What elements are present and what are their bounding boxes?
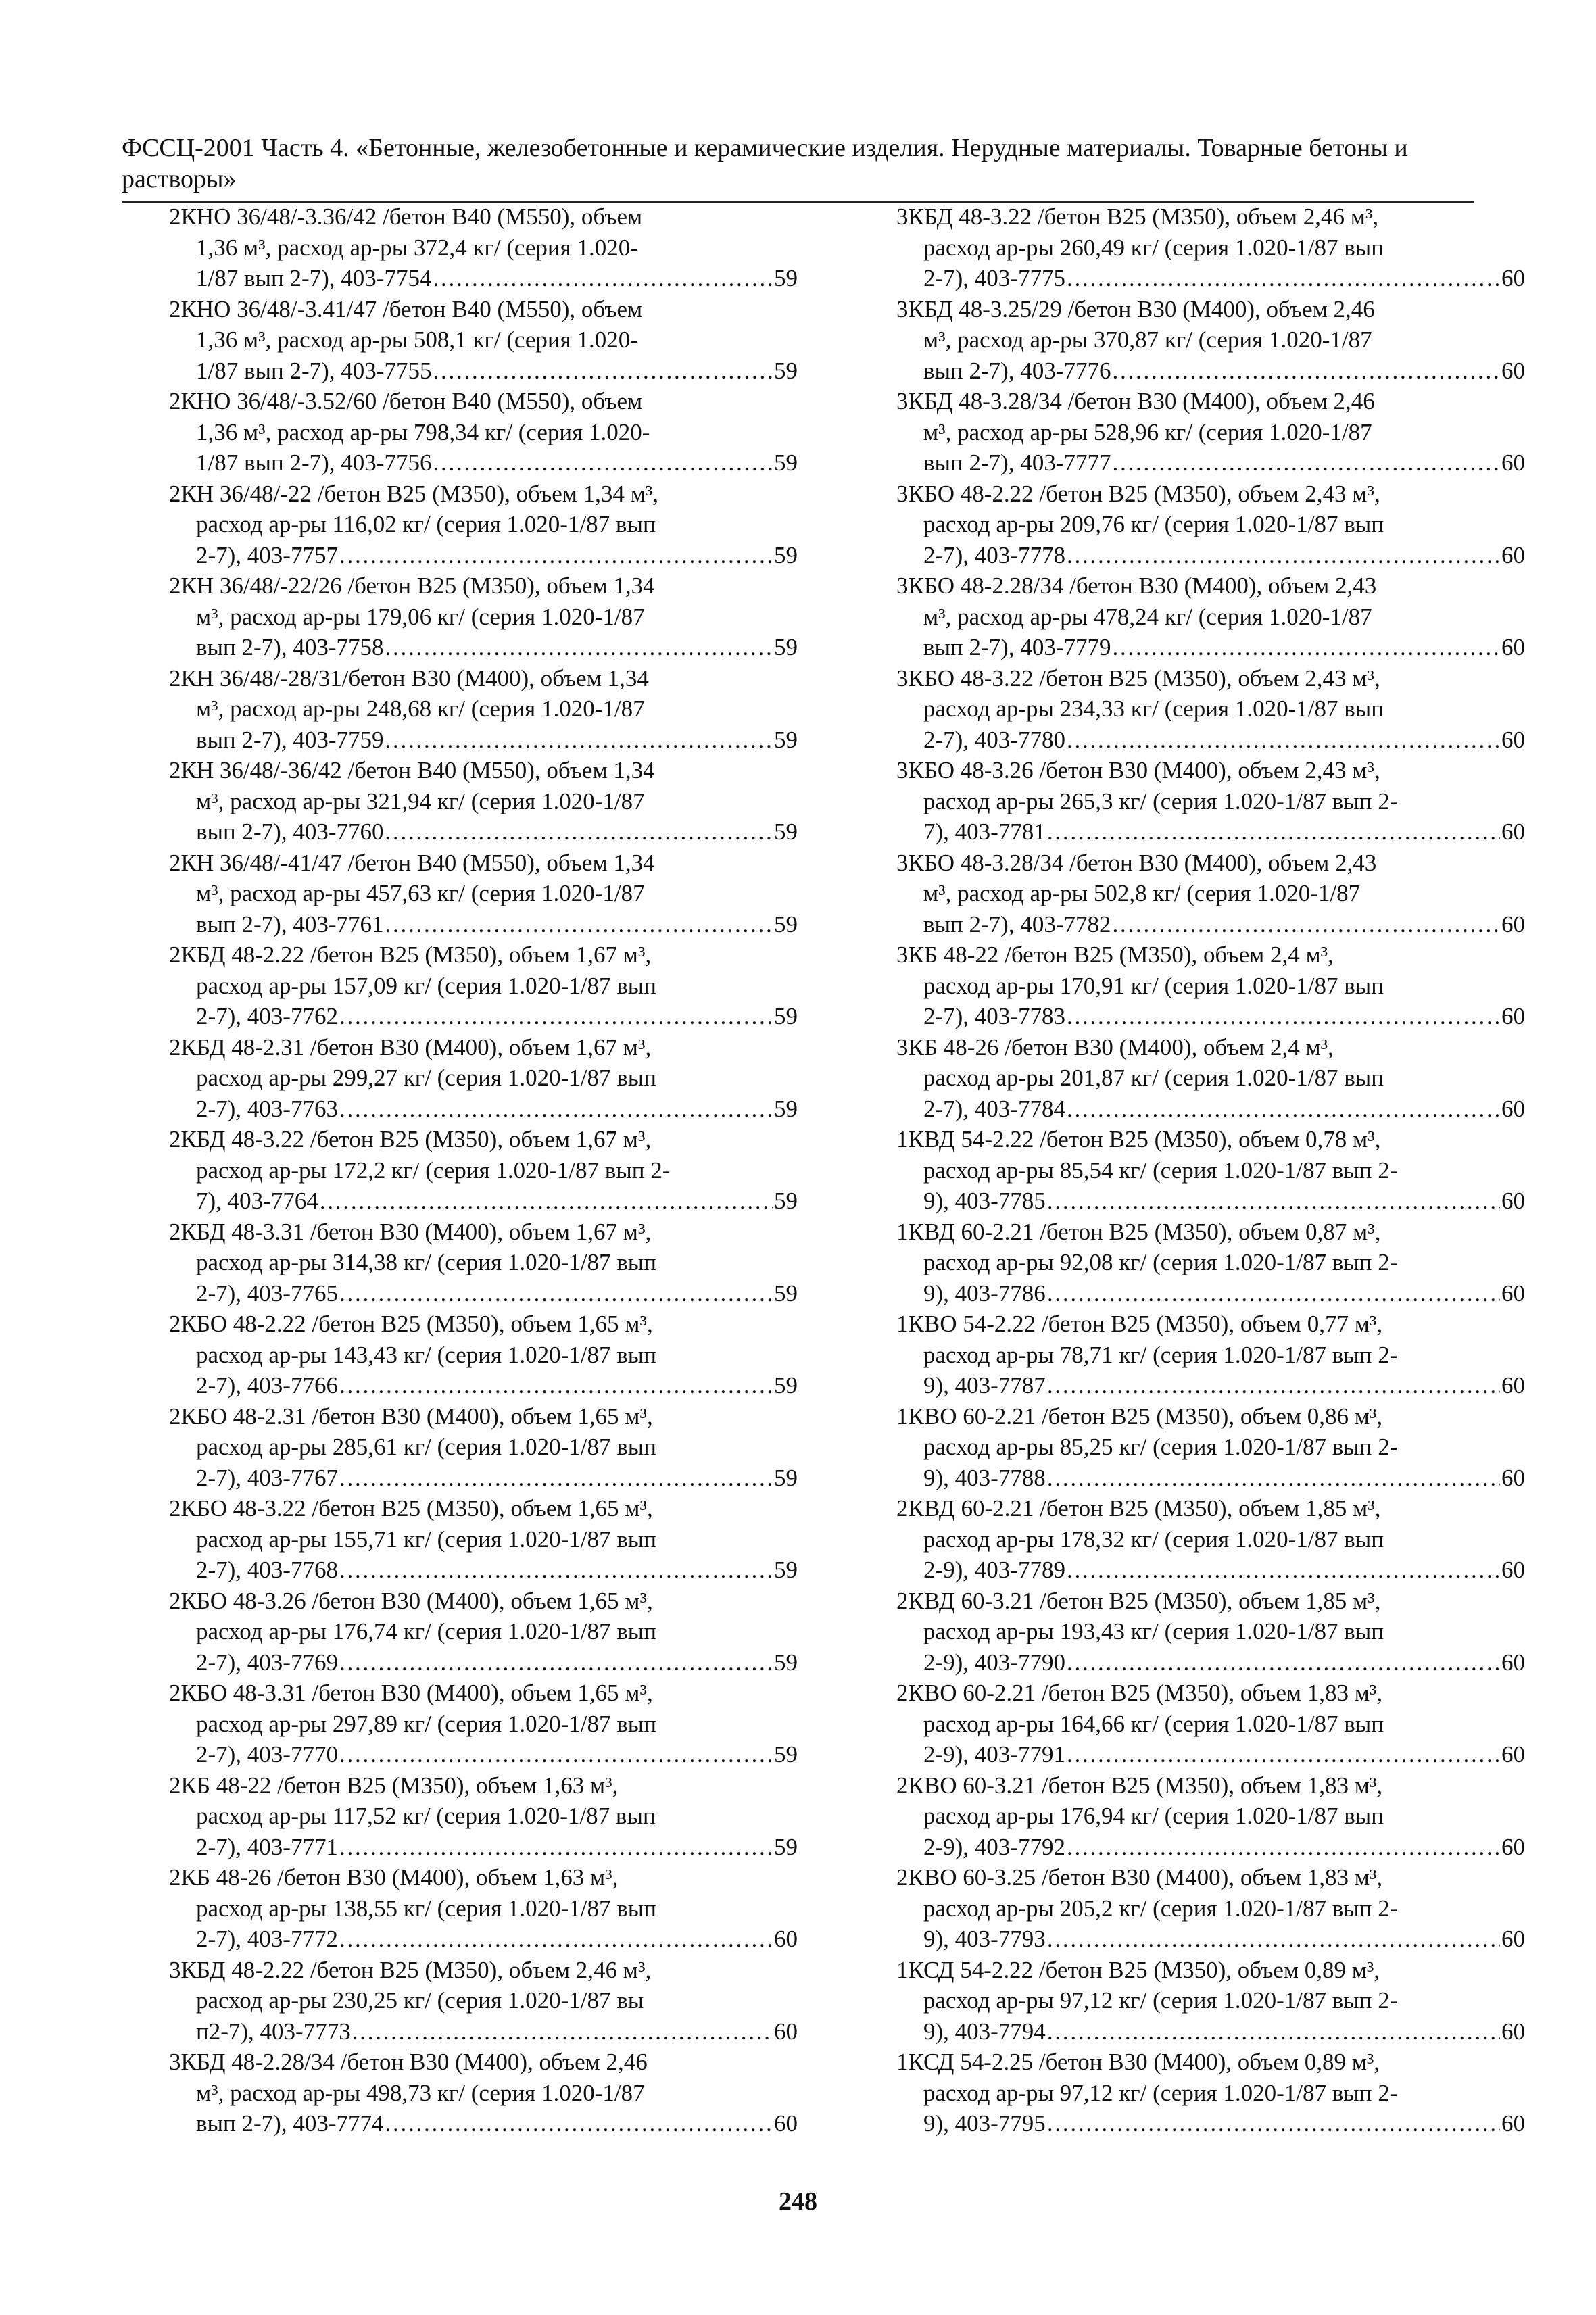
entry-page-ref: 60 [1501,1280,1525,1307]
entry-details: расход ар-ры 201,87 кг/ (серия 1.020-1/87 вып [923,1065,1384,1091]
entry-heading: 1КВД 54-2.22 /бетон В25 (М350), объем 0,78 м³, [896,1126,1381,1152]
dot-leader [1047,2016,1500,2047]
dot-leader [1047,817,1500,848]
entry-page-ref: 59 [774,1557,798,1583]
entry-reference: вып 2-7), 403-7779 [923,634,1111,660]
catalog-entry [896,848,1525,940]
catalog-entry [169,294,798,387]
catalog-entry [169,2047,798,2139]
entry-page-ref: 60 [1501,265,1525,291]
entry-details: 1,36 м³, расход ар-ры 798,34 кг/ (серия 1.020- [196,418,650,445]
entry-heading: 3КБ 48-26 /бетон В30 (М400), объем 2,4 м³, [896,1033,1334,1061]
entry-page-ref: 60 [1501,726,1525,753]
entry-reference-line [169,447,798,479]
entry-reference-line [169,1739,798,1770]
dot-leader [385,725,773,756]
entry-page-ref: 59 [774,1649,798,1676]
entry-reference: 9), 403-7788 [923,1464,1046,1491]
entry-reference-line [896,356,1525,387]
entry-heading: 2КВД 60-2.21 /бетон В25 (М350), объем 1,85 м³, [896,1495,1381,1521]
catalog-entry [896,479,1525,571]
entry-reference-line [896,447,1525,479]
entry-reference: 2-7), 403-7775 [923,265,1065,291]
entry-reference: 2-7), 403-7768 [196,1557,338,1583]
entry-reference: 9), 403-7785 [923,1188,1046,1214]
entry-heading: 2КБД 48-2.31 /бетон В30 (М400), объем 1,67 м³, [169,1033,652,1061]
catalog-entry [896,1401,1525,1494]
entry-heading: 3КБО 48-3.22 /бетон В25 (М350), объем 2,43 м³, [896,664,1380,691]
entry-details: расход ар-ры 205,2 кг/ (серия 1.020-1/87 вып 2- [923,1895,1398,1922]
entry-reference: 9), 403-7787 [923,1372,1046,1398]
entry-reference: 2-7), 403-7771 [196,1833,338,1860]
entry-reference-line [896,1739,1525,1770]
dot-leader [1047,1186,1500,1217]
entry-reference-line [896,263,1525,294]
entry-heading: 3КБД 48-3.25/29 /бетон В30 (М400), объем 2,46 [896,295,1375,322]
entry-heading: 2КН 36/48/-22 /бетон В25 (М350), объем 1,34 м³, [169,480,659,507]
entry-heading: 3КБД 48-2.22 /бетон В25 (М350), объем 2,46 м³, [169,1956,652,1983]
entry-reference-line [169,725,798,756]
entry-details: м³, расход ар-ры 457,63 кг/ (серия 1.020-1/87 [196,880,645,906]
entry-heading: 2КН 36/48/-22/26 /бетон В25 (М350), объем 1,34 [169,572,655,599]
dot-leader [339,1001,773,1032]
catalog-entry [169,1217,798,1309]
entry-details: расход ар-ры 176,94 кг/ (серия 1.020-1/87 вып [923,1803,1384,1829]
catalog-entry [169,1770,798,1863]
entry-page-ref: 60 [774,2110,798,2137]
entry-reference: 9), 403-7794 [923,2018,1046,2045]
dot-leader [1067,540,1500,571]
dot-leader [1047,1370,1500,1401]
entry-reference-line [896,725,1525,756]
entry-page-ref: 59 [774,910,798,937]
entry-details: м³, расход ар-ры 478,24 кг/ (серия 1.020-1/87 [923,603,1372,630]
entry-page-ref: 60 [1501,1003,1525,1029]
entry-reference: 1/87 вып 2-7), 403-7754 [196,265,432,291]
entry-reference-line [896,2108,1525,2139]
catalog-entry [896,1032,1525,1125]
dot-leader [1067,1739,1500,1770]
entry-reference-line [896,1186,1525,1217]
dot-leader [339,1555,773,1586]
catalog-entry [169,848,798,940]
entry-page-ref: 59 [774,265,798,291]
entry-heading: 3КБД 48-3.28/34 /бетон В30 (М400), объем 2,46 [896,388,1375,414]
entry-reference: вып 2-7), 403-7776 [923,357,1111,384]
entry-page-ref: 59 [774,1372,798,1398]
dot-leader [385,2108,773,2139]
dot-leader [1113,447,1501,479]
entry-details: расход ар-ры 85,54 кг/ (серия 1.020-1/87 вып 2- [923,1156,1398,1184]
catalog-entry [896,1493,1525,1586]
entry-reference: 2-7), 403-7766 [196,1372,338,1398]
dot-leader [339,1094,773,1125]
entry-reference-line [896,909,1525,940]
entry-details: 1,36 м³, расход ар-ры 372,4 кг/ (серия 1.020- [196,234,638,261]
catalog-entry [169,1678,798,1770]
entry-heading: 2КБО 48-3.31 /бетон В30 (М400), объем 1,65 м³, [169,1680,653,1706]
entry-page-ref: 59 [774,726,798,753]
dot-leader [1067,1094,1500,1125]
entry-details: расход ар-ры 297,89 кг/ (серия 1.020-1/87 вып [196,1710,656,1737]
entry-heading: 3КБД 48-3.22 /бетон В25 (М350), объем 2,46 м³, [896,203,1379,230]
entry-details: м³, расход ар-ры 502,8 кг/ (серия 1.020-1/87 [923,880,1361,906]
catalog-entry [169,940,798,1032]
dot-leader [1067,1555,1500,1586]
entry-reference-line [169,2108,798,2139]
entry-reference: 2-7), 403-7757 [196,541,338,568]
entry-heading: 2КВО 60-3.25 /бетон В30 (М400), объем 1,83 м³, [896,1864,1383,1891]
entry-details: расход ар-ры 193,43 кг/ (серия 1.020-1/87 вып [923,1618,1384,1644]
dot-leader [433,263,773,294]
entry-reference-line [896,632,1525,663]
entry-reference-line [169,817,798,848]
entry-reference: 2-7), 403-7765 [196,1280,338,1307]
entry-details: м³, расход ар-ры 498,73 кг/ (серия 1.020-1/87 [196,2079,645,2106]
entry-details: расход ар-ры 314,38 кг/ (серия 1.020-1/87 вып [196,1249,656,1275]
catalog-entry [896,2047,1525,2139]
entry-reference: 7), 403-7764 [196,1188,318,1214]
entry-reference-line [169,1278,798,1309]
catalog-entry [896,294,1525,387]
catalog-entry [896,1586,1525,1678]
catalog-entry [896,201,1525,294]
entry-page-ref: 60 [774,2018,798,2045]
entry-reference: вып 2-7), 403-7759 [196,726,384,753]
dot-leader [339,1463,773,1494]
catalog-entry [169,1493,798,1586]
catalog-entry [896,663,1525,756]
entry-heading: 3КБ 48-22 /бетон В25 (М350), объем 2,4 м³, [896,942,1334,968]
entry-page-ref: 60 [1501,1095,1525,1122]
entry-reference: 1/87 вып 2-7), 403-7756 [196,449,432,476]
left-column [169,201,798,2139]
entry-details: расход ар-ры 209,76 кг/ (серия 1.020-1/87 вып [923,511,1384,537]
entry-heading: 1КСД 54-2.22 /бетон В25 (М350), объем 0,89 м³, [896,1956,1380,1983]
entry-reference: 2-7), 403-7783 [923,1003,1065,1029]
entry-reference: 9), 403-7786 [923,1280,1046,1307]
entry-reference: вып 2-7), 403-7758 [196,634,384,660]
dot-leader [1047,1463,1500,1494]
entry-page-ref: 60 [1501,2110,1525,2137]
entry-page-ref: 59 [774,357,798,384]
entry-details: м³, расход ар-ры 528,96 кг/ (серия 1.020-1/87 [923,418,1372,445]
entry-page-ref: 59 [774,1003,798,1029]
entry-reference-line [896,1001,1525,1032]
entry-reference-line [169,2016,798,2047]
entry-reference: вып 2-7), 403-7777 [923,449,1111,476]
entry-heading: 2КБ 48-26 /бетон В30 (М400), объем 1,63 м³, [169,1864,619,1891]
entry-details: расход ар-ры 230,25 кг/ (серия 1.020-1/87 вы [196,1987,644,2014]
entry-details: расход ар-ры 260,49 кг/ (серия 1.020-1/87 вып [923,234,1384,261]
entry-details: м³, расход ар-ры 321,94 кг/ (серия 1.020-1/87 [196,787,645,814]
dot-leader [385,817,773,848]
catalog-entry [169,1862,798,1955]
dot-leader [1047,1278,1500,1309]
entry-reference: 2-9), 403-7792 [923,1833,1065,1860]
entry-details: расход ар-ры 178,32 кг/ (серия 1.020-1/87 вып [923,1526,1384,1553]
entry-reference: 2-7), 403-7763 [196,1095,338,1122]
catalog-entry [169,479,798,571]
dot-leader [1047,2108,1500,2139]
entry-page-ref: 60 [1501,1926,1525,1952]
entry-reference: 2-9), 403-7791 [923,1741,1065,1768]
page-number: 248 [779,2187,817,2216]
entry-reference-line [896,1647,1525,1678]
entry-reference-line [169,1001,798,1032]
entry-reference-line [169,1186,798,1217]
entry-reference-line [169,1832,798,1863]
dot-leader [339,1924,773,1955]
entry-heading: 2КН 36/48/-41/47 /бетон В40 (М550), объем 1,34 [169,849,655,876]
entry-page-ref: 59 [774,1188,798,1214]
entry-details: 1,36 м³, расход ар-ры 508,1 кг/ (серия 1.020- [196,326,638,353]
catalog-entry [169,1309,798,1401]
entry-reference-line [896,1832,1525,1863]
entry-details: расход ар-ры 138,55 кг/ (серия 1.020-1/87 вып [196,1895,656,1922]
dot-leader [339,1370,773,1401]
dot-leader [1067,1647,1500,1678]
entry-reference-line [169,632,798,663]
catalog-entry [169,201,798,294]
entry-reference-line [169,263,798,294]
entry-details: расход ар-ры 117,52 кг/ (серия 1.020-1/87 вып [196,1803,656,1829]
entry-heading: 2КНО 36/48/-3.52/60 /бетон В40 (М550), объем [169,388,643,414]
catalog-entry [169,755,798,848]
entry-reference: вып 2-7), 403-7774 [196,2110,384,2137]
entry-page-ref: 59 [774,634,798,660]
catalog-entry [169,1032,798,1125]
dot-leader [385,909,773,940]
entry-page-ref: 59 [774,1464,798,1491]
entry-page-ref: 60 [1501,1188,1525,1214]
entry-heading: 2КБО 48-3.22 /бетон В25 (М350), объем 1,65 м³, [169,1495,653,1521]
entry-reference-line [169,1924,798,1955]
dot-leader [352,2016,773,2047]
entry-page-ref: 60 [1501,1741,1525,1768]
entry-reference: 1/87 вып 2-7), 403-7755 [196,357,432,384]
entry-heading: 1КВО 60-2.21 /бетон В25 (М350), объем 0,86 м³, [896,1403,1383,1430]
entry-heading: 3КБО 48-3.28/34 /бетон В30 (М400), объем 2,43 [896,849,1377,876]
entry-reference-line [896,540,1525,571]
entry-page-ref: 59 [774,1095,798,1122]
entry-reference: 2-7), 403-7770 [196,1741,338,1768]
dot-leader [1067,1001,1500,1032]
entry-reference-line [896,2016,1525,2047]
dot-leader [1113,356,1501,387]
entry-heading: 2КБО 48-2.31 /бетон В30 (М400), объем 1,65 м³, [169,1403,653,1430]
entry-details: расход ар-ры 234,33 кг/ (серия 1.020-1/87 вып [923,696,1384,722]
entry-heading: 2КБД 48-2.22 /бетон В25 (М350), объем 1,67 м³, [169,942,652,968]
entry-reference: вып 2-7), 403-7761 [196,910,384,937]
entry-details: расход ар-ры 143,43 кг/ (серия 1.020-1/87 вып [196,1341,656,1368]
dot-leader [1067,1832,1500,1863]
entry-heading: 3КБО 48-2.22 /бетон В25 (М350), объем 2,43 м³, [896,480,1380,507]
entry-details: расход ар-ры 116,02 кг/ (серия 1.020-1/87 вып [196,511,656,537]
entry-page-ref: 59 [774,449,798,476]
dot-leader [1047,1924,1500,1955]
entry-page-ref: 60 [1501,819,1525,845]
entry-reference: 2-7), 403-7772 [196,1926,338,1952]
entry-heading: 1КВО 54-2.22 /бетон В25 (М350), объем 0,77 м³, [896,1311,1383,1337]
entry-reference: 9), 403-7793 [923,1926,1046,1952]
entry-reference-line [896,817,1525,848]
dot-leader [339,1739,773,1770]
catalog-entry [896,940,1525,1032]
entry-reference-line [169,1463,798,1494]
entry-page-ref: 59 [774,1833,798,1860]
entry-reference-line [896,1924,1525,1955]
entry-details: расход ар-ры 299,27 кг/ (серия 1.020-1/87 вып [196,1065,656,1091]
catalog-entry [169,663,798,756]
entry-details: расход ар-ры 285,61 кг/ (серия 1.020-1/87 вып [196,1434,656,1460]
catalog-entry [896,1217,1525,1309]
entry-details: расход ар-ры 265,3 кг/ (серия 1.020-1/87 вып 2- [923,787,1398,814]
catalog-entry [169,1586,798,1678]
catalog-entry [169,1124,798,1217]
entry-heading: 2КН 36/48/-36/42 /бетон В40 (М550), объем 1,34 [169,757,655,783]
entry-reference-line [169,1647,798,1678]
entry-page-ref: 59 [774,1741,798,1768]
entry-heading: 2КНО 36/48/-3.36/42 /бетон В40 (М550), объем [169,203,643,230]
entry-heading: 2КБД 48-3.22 /бетон В25 (М350), объем 1,67 м³, [169,1126,652,1152]
catalog-entry [896,1770,1525,1863]
entry-details: м³, расход ар-ры 370,87 кг/ (серия 1.020-1/87 [923,326,1372,353]
entry-reference-line [169,909,798,940]
entry-heading: 2КБО 48-3.26 /бетон В30 (М400), объем 1,65 м³, [169,1587,653,1614]
dot-leader [1067,725,1500,756]
entry-reference: вып 2-7), 403-7760 [196,819,384,845]
dot-leader [1067,263,1500,294]
entry-details: расход ар-ры 97,12 кг/ (серия 1.020-1/87 вып 2- [923,2079,1398,2106]
entry-reference: 9), 403-7795 [923,2110,1046,2137]
catalog-entry [169,570,798,663]
entry-page-ref: 60 [1501,1649,1525,1676]
entry-reference-line [896,1370,1525,1401]
catalog-entry [896,1124,1525,1217]
dot-leader [433,447,773,479]
entry-heading: 2КБО 48-2.22 /бетон В25 (М350), объем 1,65 м³, [169,1311,653,1337]
right-column [896,201,1525,2139]
dot-leader [1113,909,1501,940]
entry-details: расход ар-ры 172,2 кг/ (серия 1.020-1/87 вып 2- [196,1156,671,1184]
entry-page-ref: 60 [1501,1833,1525,1860]
entry-heading: 2КН 36/48/-28/31/бетон В30 (М400), объем 1,34 [169,664,649,691]
catalog-entry [896,570,1525,663]
entry-reference-line [896,1094,1525,1125]
page-header: ФССЦ-2001 Часть 4. «Бетонные, железобетонные и керамические изделия. Нерудные материалы. Товарные бетоны и растворы» [122,134,1408,193]
catalog-entry [896,1678,1525,1770]
catalog-entry [896,1862,1525,1955]
dot-leader [320,1186,773,1217]
entry-reference: вып 2-7), 403-7782 [923,910,1111,937]
catalog-entry [169,1401,798,1494]
entry-reference: п2-7), 403-7773 [196,2018,351,2045]
entry-details: м³, расход ар-ры 179,06 кг/ (серия 1.020-1/87 [196,603,645,630]
entry-heading: 2КБ 48-22 /бетон В25 (М350), объем 1,63 м³, [169,1772,619,1799]
dot-leader [385,632,773,663]
entry-heading: 2КНО 36/48/-3.41/47 /бетон В40 (М550), объем [169,295,643,322]
dot-leader [339,540,773,571]
dot-leader [339,1647,773,1678]
entry-reference: 2-7), 403-7780 [923,726,1065,753]
entry-page-ref: 60 [1501,357,1525,384]
entry-heading: 3КБД 48-2.28/34 /бетон В30 (М400), объем 2,46 [169,2049,648,2075]
catalog-entry [169,1955,798,2047]
catalog-entry [896,1309,1525,1401]
entry-heading: 2КВО 60-3.21 /бетон В25 (М350), объем 1,83 м³, [896,1772,1383,1799]
entry-page-ref: 59 [774,819,798,845]
entry-heading: 1КВД 60-2.21 /бетон В25 (М350), объем 0,87 м³, [896,1218,1381,1245]
entry-details: расход ар-ры 97,12 кг/ (серия 1.020-1/87 вып 2- [923,1987,1398,2014]
catalog-entry [896,386,1525,479]
entry-details: расход ар-ры 78,71 кг/ (серия 1.020-1/87 вып 2- [923,1341,1398,1368]
entry-reference: 2-7), 403-7767 [196,1464,338,1491]
catalog-entry [896,1955,1525,2047]
catalog-entry [896,755,1525,848]
entry-reference: 2-7), 403-7762 [196,1003,338,1029]
entry-heading: 2КВО 60-2.21 /бетон В25 (М350), объем 1,83 м³, [896,1680,1383,1706]
entry-details: расход ар-ры 157,09 кг/ (серия 1.020-1/87 вып [196,972,656,999]
entry-details: расход ар-ры 85,25 кг/ (серия 1.020-1/87 вып 2- [923,1434,1398,1460]
entry-details: расход ар-ры 176,74 кг/ (серия 1.020-1/87 вып [196,1618,656,1644]
entry-heading: 1КСД 54-2.25 /бетон В30 (М400), объем 0,89 м³, [896,2049,1380,2075]
entry-details: расход ар-ры 92,08 кг/ (серия 1.020-1/87 вып 2- [923,1249,1398,1275]
entry-page-ref: 60 [1501,1464,1525,1491]
catalog-entry [169,386,798,479]
entry-page-ref: 59 [774,541,798,568]
entry-reference: 2-7), 403-7769 [196,1649,338,1676]
entry-details: м³, расход ар-ры 248,68 кг/ (серия 1.020-1/87 [196,696,645,722]
entry-reference-line [169,1555,798,1586]
entry-reference-line [169,540,798,571]
dot-leader [339,1832,773,1863]
entry-reference-line [169,1094,798,1125]
entry-reference: 7), 403-7781 [923,819,1046,845]
dot-leader [339,1278,773,1309]
entry-heading: 3КБО 48-2.28/34 /бетон В30 (М400), объем 2,43 [896,572,1377,599]
entry-page-ref: 60 [1501,1372,1525,1398]
entry-reference: 2-7), 403-7778 [923,541,1065,568]
entry-page-ref: 59 [774,1280,798,1307]
entry-heading: 2КБД 48-3.31 /бетон В30 (М400), объем 1,67 м³, [169,1218,652,1245]
entry-page-ref: 60 [774,1926,798,1952]
entry-details: расход ар-ры 164,66 кг/ (серия 1.020-1/87 вып [923,1710,1384,1737]
entry-page-ref: 60 [1501,1557,1525,1583]
dot-leader [1113,632,1501,663]
entry-heading: 3КБО 48-3.26 /бетон В30 (М400), объем 2,43 м³, [896,757,1380,783]
entry-reference-line [896,1278,1525,1309]
entry-heading: 2КВД 60-3.21 /бетон В25 (М350), объем 1,85 м³, [896,1587,1381,1614]
entry-page-ref: 60 [1501,910,1525,937]
entry-reference-line [896,1555,1525,1586]
dot-leader [433,356,773,387]
entry-reference-line [169,356,798,387]
entry-details: расход ар-ры 155,71 кг/ (серия 1.020-1/87 вып [196,1526,656,1553]
entry-reference-line [896,1463,1525,1494]
entry-page-ref: 60 [1501,541,1525,568]
entry-page-ref: 60 [1501,634,1525,660]
entry-reference-line [169,1370,798,1401]
entry-page-ref: 60 [1501,2018,1525,2045]
entry-reference: 2-7), 403-7784 [923,1095,1065,1122]
entry-page-ref: 60 [1501,449,1525,476]
entry-reference: 2-9), 403-7790 [923,1649,1065,1676]
entry-details: расход ар-ры 170,91 кг/ (серия 1.020-1/87 вып [923,972,1384,999]
entry-reference: 2-9), 403-7789 [923,1557,1065,1583]
